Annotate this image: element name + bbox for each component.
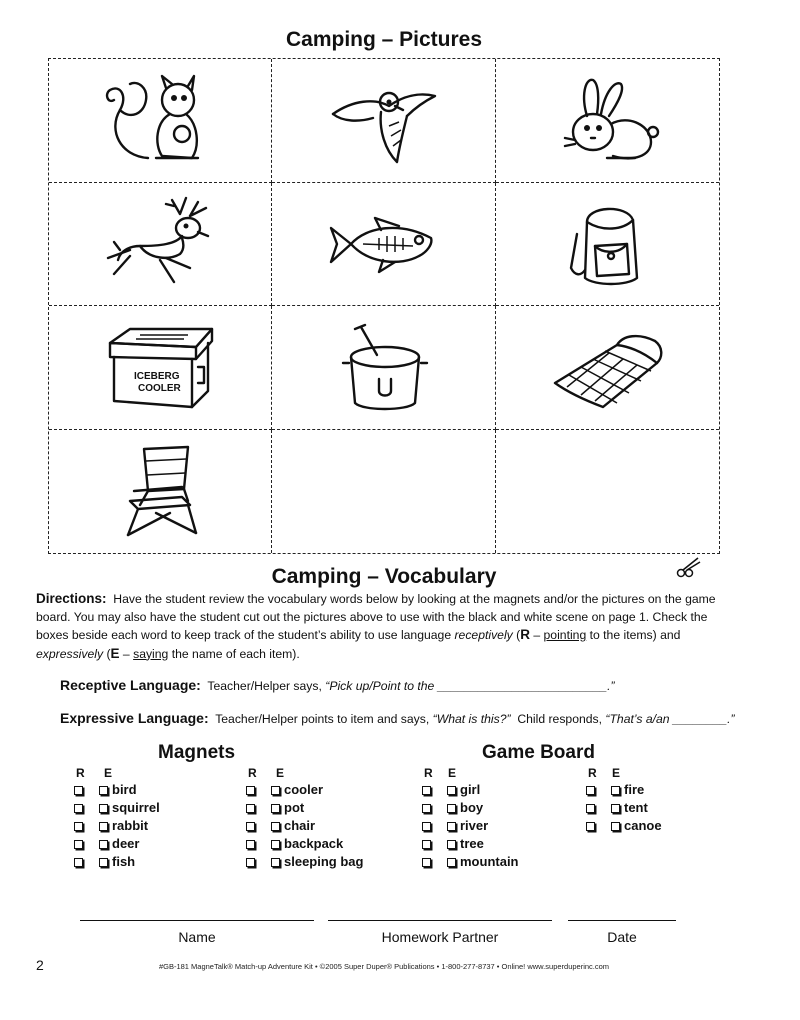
magnets-r-header: R <box>248 766 257 780</box>
expressive-checkbox[interactable] <box>447 804 456 813</box>
expressive-checkbox[interactable] <box>99 858 108 867</box>
picture-cell-bird <box>272 59 495 183</box>
e-letter: E <box>110 645 120 661</box>
magnets-e-header: E <box>276 766 285 780</box>
list-item <box>422 817 519 835</box>
paren-open: ( <box>516 628 521 642</box>
directions-paragraph <box>36 590 726 663</box>
dash: – <box>529 628 544 642</box>
picture-cell-pot <box>272 306 495 430</box>
picture-cell-empty <box>272 430 495 554</box>
vocab-word: fish <box>112 854 136 869</box>
picture-cell-chair <box>49 430 272 554</box>
expressive-checkbox[interactable] <box>611 786 620 795</box>
list-item <box>586 781 662 799</box>
receptive-checkbox[interactable] <box>74 804 83 813</box>
sleeping-bag-icon <box>547 317 667 417</box>
receptive-checkbox[interactable] <box>422 804 431 813</box>
name-line[interactable] <box>80 920 314 921</box>
directions-text-1: Have the student review the vocabulary words below by looking at the magnets and/or the pictures on the game board. You may also have the student cut out the pictures above to use with the black and white scene on page 1. Check the boxes beside each word to keep track of the student’s ability to use language <box>36 592 716 642</box>
pictures-title: Camping – Pictures <box>285 28 483 51</box>
vocab-word: chair <box>284 818 316 833</box>
expressive-checkbox[interactable] <box>271 822 280 831</box>
game-board-e-header: E <box>448 766 457 780</box>
receptive-checkbox[interactable] <box>422 858 431 867</box>
game-board-column-1 <box>422 781 519 871</box>
vocab-word: rabbit <box>112 818 149 833</box>
receptive-checkbox[interactable] <box>586 804 595 813</box>
vocab-word: canoe <box>624 818 662 833</box>
game-board-r-header: R <box>424 766 433 780</box>
list-item <box>74 853 160 871</box>
vocab-word: tent <box>624 800 648 815</box>
vocab-word: girl <box>460 782 481 797</box>
expressive-checkbox[interactable] <box>271 786 280 795</box>
list-item <box>246 853 363 871</box>
expressive-checkbox[interactable] <box>271 858 280 867</box>
receptive-checkbox[interactable] <box>246 786 255 795</box>
expressive-checkbox[interactable] <box>447 858 456 867</box>
magnets-e-header: E <box>104 766 113 780</box>
receptive-checkbox[interactable] <box>74 858 83 867</box>
receptive-checkbox[interactable] <box>422 840 431 849</box>
list-item <box>246 817 363 835</box>
expressive-checkbox[interactable] <box>99 804 108 813</box>
list-item <box>422 781 519 799</box>
list-item <box>74 799 160 817</box>
vocab-word: mountain <box>460 854 519 869</box>
expressive-label: Expressive Language: <box>60 710 209 726</box>
vocab-word: pot <box>284 800 305 815</box>
vocab-word: squirrel <box>112 800 160 815</box>
receptive-checkbox[interactable] <box>246 840 255 849</box>
magnets-column-1 <box>74 781 160 871</box>
cooler-label-line1: ICEBERG <box>134 371 180 383</box>
vocab-word: backpack <box>284 836 344 851</box>
list-item <box>422 835 519 853</box>
expressive-checkbox[interactable] <box>447 840 456 849</box>
vocab-word: boy <box>460 800 484 815</box>
receptive-checkbox[interactable] <box>246 822 255 831</box>
deer-icon <box>100 194 220 294</box>
expressive-quote-2: “That’s a/an ________.” <box>605 712 735 726</box>
date-label: Date <box>607 929 637 945</box>
picture-cell-deer <box>49 183 272 307</box>
picture-cell-fish <box>272 183 495 307</box>
list-item <box>246 799 363 817</box>
expressive-checkbox[interactable] <box>611 804 620 813</box>
vocab-word: bird <box>112 782 137 797</box>
directions-text-3: the name of each item). <box>171 646 300 661</box>
footer-text: #GB-181 MagneTalk® Match-up Adventure Kit • ©2005 Super Duper® Publications • 1-800-277-8737 • Online! www.superduperinc.com <box>158 962 610 971</box>
expressive-checkbox[interactable] <box>271 840 280 849</box>
receptively-word: receptively <box>454 628 513 642</box>
receptive-checkbox[interactable] <box>74 786 83 795</box>
list-item <box>74 817 160 835</box>
fish-icon <box>323 194 443 294</box>
receptive-checkbox[interactable] <box>246 858 255 867</box>
cooler-label-line2: COOLER <box>138 383 181 395</box>
r-letter: R <box>520 627 530 642</box>
receptive-checkbox[interactable] <box>246 804 255 813</box>
name-label: Name <box>178 929 216 945</box>
magnets-column-2 <box>246 781 363 871</box>
receptive-checkbox[interactable] <box>74 822 83 831</box>
rabbit-icon <box>547 70 667 170</box>
expressive-language-line <box>60 710 735 726</box>
game-board-r-header: R <box>588 766 597 780</box>
list-item <box>422 853 519 871</box>
chair-icon <box>100 441 220 541</box>
expressive-checkbox[interactable] <box>611 822 620 831</box>
list-item <box>246 835 363 853</box>
receptive-checkbox[interactable] <box>422 786 431 795</box>
expressively-word: expressively <box>36 646 104 661</box>
vocabulary-title: Camping – Vocabulary <box>271 565 497 588</box>
expressive-middle: Child responds, <box>517 712 603 726</box>
receptive-label: Receptive Language: <box>60 677 201 693</box>
list-item <box>422 799 519 817</box>
receptive-checkbox[interactable] <box>422 822 431 831</box>
directions-text-2: to the items) and <box>589 628 681 642</box>
picture-cell-backpack <box>496 183 719 307</box>
vocab-word: fire <box>624 782 645 797</box>
pointing-word: pointing <box>543 628 587 642</box>
receptive-language-line <box>60 677 615 693</box>
dash: – <box>119 646 134 661</box>
expressive-quote-1: “What is this?” <box>432 712 511 726</box>
magnets-r-header: R <box>76 766 85 780</box>
expressive-checkbox[interactable] <box>99 786 108 795</box>
vocab-word: tree <box>460 836 484 851</box>
picture-grid <box>48 58 720 554</box>
picture-cell-squirrel <box>49 59 272 183</box>
cooler-icon <box>100 317 220 417</box>
receptive-checkbox[interactable] <box>586 786 595 795</box>
vocab-word: cooler <box>284 782 324 797</box>
directions-label: Directions: <box>36 591 107 606</box>
pot-icon <box>323 317 443 417</box>
expressive-checkbox[interactable] <box>447 822 456 831</box>
picture-cell-cooler <box>49 306 272 430</box>
homework-partner-label: Homework Partner <box>381 929 499 945</box>
list-item <box>74 835 160 853</box>
backpack-icon <box>547 194 667 294</box>
date-line[interactable] <box>568 920 676 921</box>
vocab-word: deer <box>112 836 140 851</box>
receptive-checkbox[interactable] <box>74 840 83 849</box>
receptive-prefix: Teacher/Helper says, <box>207 679 322 693</box>
list-item <box>74 781 160 799</box>
expressive-checkbox[interactable] <box>447 786 456 795</box>
expressive-checkbox[interactable] <box>271 804 280 813</box>
vocab-word: sleeping bag <box>284 854 364 869</box>
game-board-e-header: E <box>612 766 621 780</box>
expressive-prefix: Teacher/Helper points to item and says, <box>215 712 430 726</box>
squirrel-icon <box>100 70 220 170</box>
vocab-word: river <box>460 818 489 833</box>
saying-word: saying <box>133 646 169 661</box>
list-item <box>586 799 662 817</box>
paren-open: ( <box>106 646 111 661</box>
bird-icon <box>323 70 443 170</box>
picture-cell-sleeping-bag <box>496 306 719 430</box>
game-board-column-2 <box>586 781 662 835</box>
magnets-title: Magnets <box>158 742 236 763</box>
expressive-checkbox[interactable] <box>99 822 108 831</box>
list-item <box>586 817 662 835</box>
expressive-checkbox[interactable] <box>99 840 108 849</box>
page-number: 2 <box>36 957 44 973</box>
picture-cell-rabbit <box>496 59 719 183</box>
list-item <box>246 781 363 799</box>
homework-partner-line[interactable] <box>328 920 552 921</box>
picture-cell-empty <box>496 430 719 554</box>
game-board-title: Game Board <box>482 742 595 763</box>
receptive-quote: “Pick up/Point to the _________________________.” <box>325 679 615 693</box>
scissors-icon <box>676 556 702 578</box>
receptive-checkbox[interactable] <box>586 822 595 831</box>
